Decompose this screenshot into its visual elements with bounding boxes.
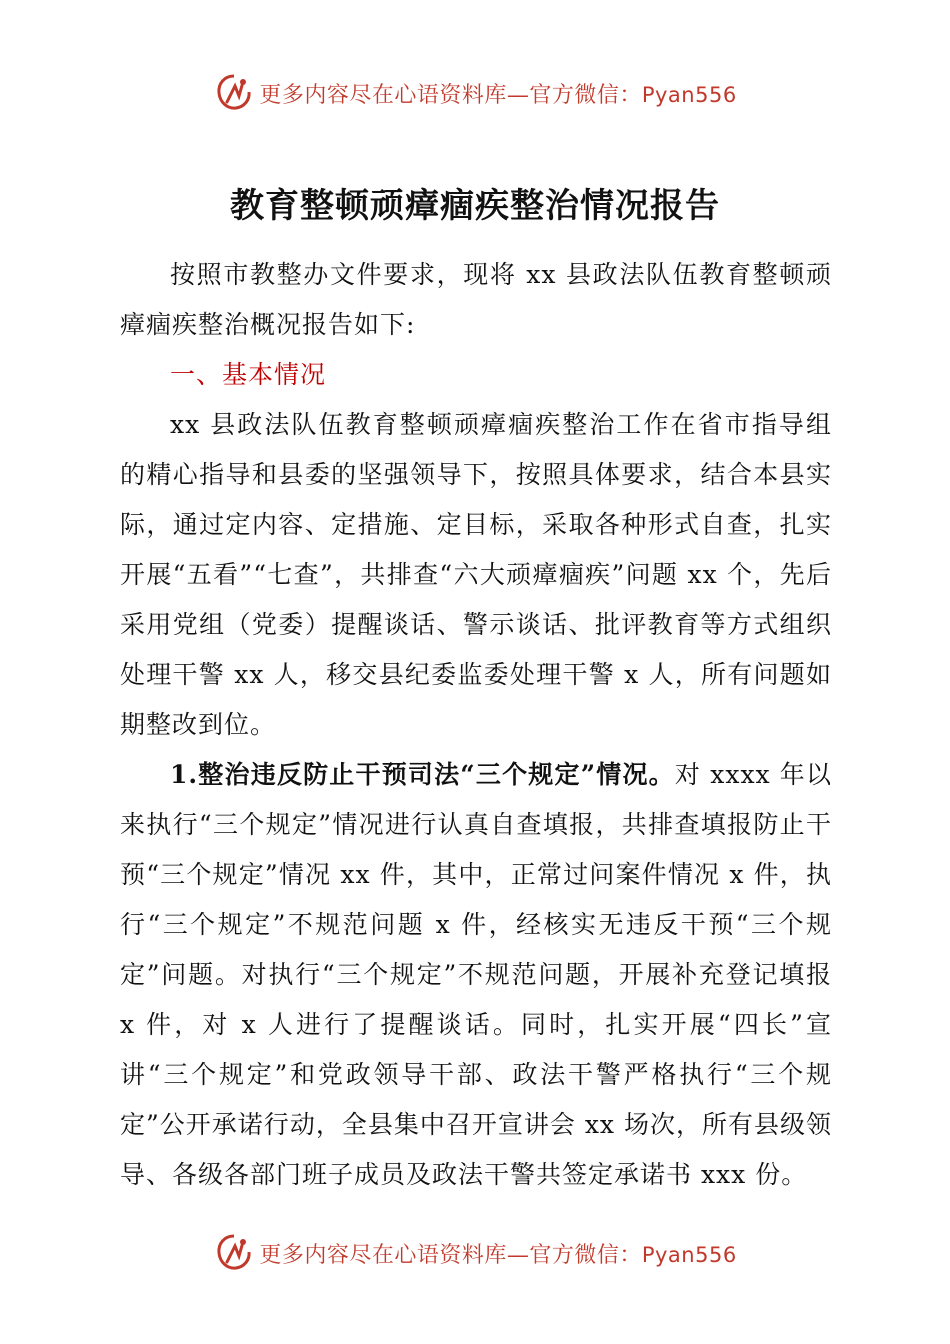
item-1-body: 对 xxxx 年以来执行“三个规定”情况进行认真自查填报，共排查填报防止干预“三个规定”情况 xx 件，其中，正常过问案件情况 x 件，执行“三个规定”不规范问题 x 件，经核实无违反干预“三个规定”问题。对执行“三个规定”不规范问题，开展补充登记填报 x 件，对 x 人进行了提醒谈话。同时，扎实开展“四长”宣讲“三个规定”和党政领导干部、政法干警严格执行“三个规定”公开承诺行动，全县集中召开宣讲会 xx 场次，所有县级领导、各级各部门班子成员及政法干警共签定承诺书 xxx 份。: [120, 760, 832, 1189]
item-1-lead: 1.整治违反防止干预司法“三个规定”情况。: [170, 760, 675, 789]
basic-situation-paragraph: xx 县政法队伍教育整顿顽瘴痼疾整治工作在省市指导组的精心指导和县委的坚强领导下，按照具体要求，结合本县实际，通过定内容、定措施、定目标，采取各种形式自查，扎实开展“五看”“七查”，共排查“六大顽瘴痼疾”问题 xx 个，先后采用党组（党委）提醒谈话、警示谈话、批评教育等方式组织处理干警 xx 人，移交县纪委监委处理干警 x 人，所有问题如期整改到位。: [120, 410, 832, 739]
brand-logo-icon: [213, 1232, 255, 1274]
watermark-label: 更多内容尽在心语资料库—官方微信：: [259, 1242, 642, 1268]
watermark-text: [259, 78, 736, 109]
watermark-wechat-id: Pyan556: [641, 1242, 737, 1267]
document-title: 教育整顿顽瘴痼疾整治情况报告: [230, 186, 720, 226]
watermark-banner-bottom: [0, 1228, 950, 1278]
section-heading-basic-situation: 一、基本情况: [170, 360, 327, 389]
item-1-paragraph: [120, 750, 832, 1200]
brand-logo-icon: [213, 72, 255, 114]
intro-paragraph: 按照市教整办文件要求，现将 xx 县政法队伍教育整顿顽瘴痼疾整治概况报告如下:: [120, 260, 832, 339]
watermark-banner-top: [0, 68, 950, 118]
watermark-text: [259, 1238, 736, 1269]
watermark-label: 更多内容尽在心语资料库—官方微信：: [259, 82, 642, 108]
document-body: [120, 250, 832, 1200]
watermark-wechat-id: Pyan556: [641, 82, 737, 107]
